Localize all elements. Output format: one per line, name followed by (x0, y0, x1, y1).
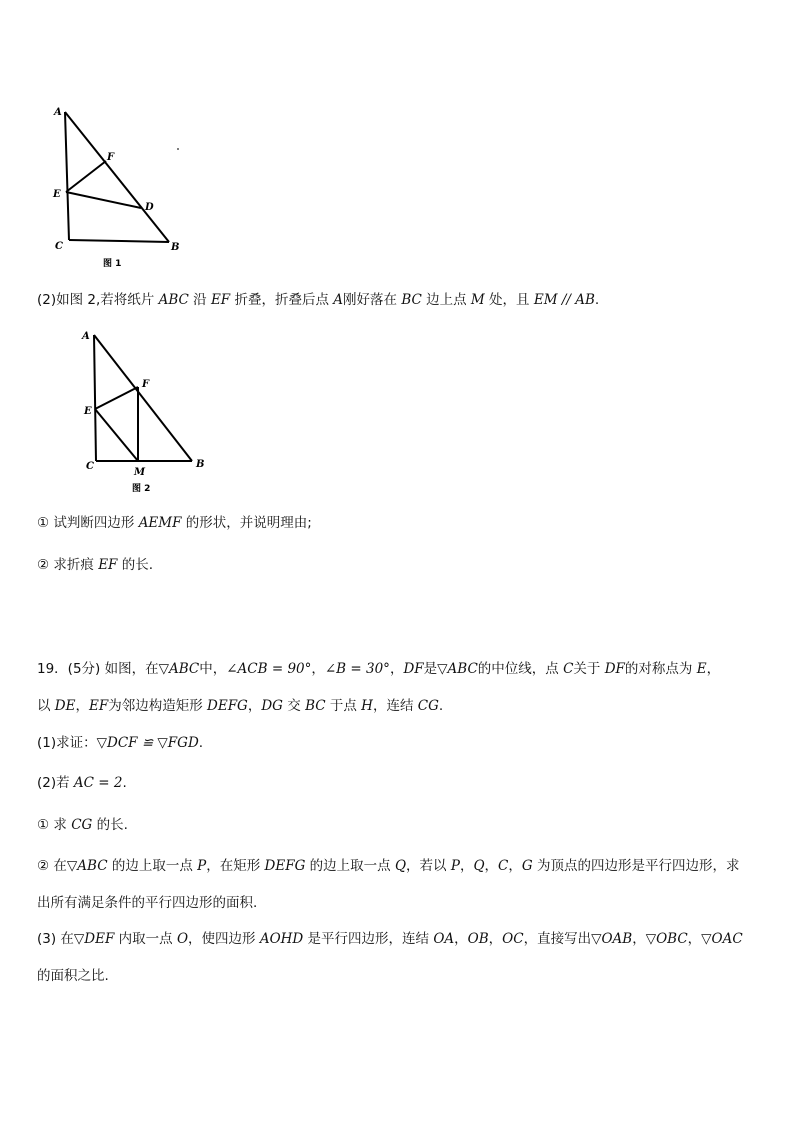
math-expression: AOHD (259, 931, 304, 947)
math-expression: ▽OBC (645, 931, 688, 947)
text-segment: 折叠，折叠后点 (230, 292, 334, 308)
fig1-label-c: C (55, 241, 63, 252)
text-segment: 的长. (92, 817, 128, 833)
fig1-label-d: D (145, 202, 154, 213)
q19-line7 (37, 893, 257, 913)
text-segment: ， (706, 661, 721, 677)
text-segment: . (198, 735, 204, 751)
math-expression: E (696, 661, 707, 677)
text-segment: (2)若 (37, 775, 74, 791)
text-segment: ，若以 (406, 858, 451, 874)
text-segment: ① 试判断四边形 (37, 515, 139, 531)
q19-line5 (37, 815, 128, 835)
math-expression: A (333, 292, 344, 308)
math-expression: O (176, 931, 189, 947)
text-segment: ， (488, 931, 503, 947)
math-expression: OB (467, 931, 489, 947)
fig1-label-b: B (171, 242, 180, 253)
text-segment: . (594, 292, 600, 308)
q19-line1 (37, 659, 720, 679)
text-segment: 中， (199, 661, 227, 677)
figure-2 (70, 325, 220, 497)
text-segment: 边上点 (421, 292, 471, 308)
text-segment: 是平行四边形，连结 (303, 931, 434, 947)
text-segment: ，使四边形 (188, 931, 260, 947)
text-segment: ，在矩形 (206, 858, 265, 874)
text-segment: 是 (423, 661, 438, 677)
q19-line4 (37, 773, 127, 793)
fig2-label-m: M (134, 467, 146, 478)
text-segment: ， (454, 931, 468, 947)
text-segment: 沿 (188, 292, 211, 308)
math-expression: Q (394, 858, 407, 874)
text-segment: ① 求 (37, 817, 72, 833)
math-expression: ▽DEF (73, 931, 115, 947)
math-expression: G (521, 858, 533, 874)
text-segment: 关于 (573, 661, 605, 677)
text-segment: ， (311, 661, 325, 677)
math-expression: OA (433, 931, 455, 947)
text-segment: 的形状，并说明理由; (181, 515, 312, 531)
math-expression: AC = 2 (73, 775, 123, 791)
text-segment: ， (389, 661, 404, 677)
q19-line6 (37, 856, 739, 876)
math-expression: ▽DCF ≌ ▽FGD (96, 735, 199, 751)
text-segment: ，连结 (372, 698, 418, 714)
text-segment: 为顶点的四边形是平行四边形，求 (532, 858, 740, 874)
text-segment: (2)如图 2,若将纸片 (37, 292, 159, 308)
text-segment: 为邻边构造矩形 (108, 698, 208, 714)
text-segment: (3) 在 (37, 931, 74, 947)
math-expression: EM // AB (533, 292, 595, 308)
math-expression: ABC (158, 292, 189, 308)
math-expression: OC (502, 931, 524, 947)
text-segment: 的边上取一点 (305, 858, 395, 874)
q18-part2 (37, 290, 599, 310)
math-expression: ∠B = 30° (324, 661, 390, 677)
math-expression: CG (417, 698, 439, 714)
text-segment: . (438, 698, 444, 714)
fig2-caption: 图 2 (132, 484, 151, 494)
text-segment: 的边上取一点 (107, 858, 198, 874)
q18-sub2 (37, 555, 153, 575)
math-expression: ▽OAB (591, 931, 633, 947)
math-expression: DF (403, 661, 424, 677)
text-segment: ， (75, 698, 89, 714)
text-segment: 刚好落在 (343, 292, 402, 308)
text-segment: 以 (37, 698, 55, 714)
math-expression: C (563, 661, 574, 677)
math-expression: ∠ACB = 90° (226, 661, 312, 677)
text-segment: ② 在 (37, 858, 67, 874)
text-segment: ，直接写出 (523, 931, 592, 947)
text-segment: 的中位线，点 (477, 661, 564, 677)
q19-line9 (37, 966, 109, 986)
text-segment: . (122, 775, 127, 791)
fig2-label-e: E (84, 406, 92, 417)
math-expression: P (197, 858, 207, 874)
fig1-label-a: A (54, 107, 62, 118)
math-expression: DG (261, 698, 283, 714)
math-expression: AEMF (138, 515, 182, 531)
math-expression: EF (98, 557, 118, 573)
math-expression: Q (473, 858, 485, 874)
math-expression: EF (210, 292, 231, 308)
math-expression: ▽OAC (701, 931, 743, 947)
math-expression: P (450, 858, 460, 874)
text-segment: ， (459, 858, 474, 874)
math-expression: BC (305, 698, 326, 714)
q19-line2 (37, 696, 443, 716)
math-expression: DEFG (264, 858, 306, 874)
text-segment: 的对称点为 (624, 661, 697, 677)
text-segment: ， (508, 858, 522, 874)
q19-line8 (37, 929, 743, 949)
text-segment: 内取一点 (114, 931, 177, 947)
math-expression: ▽ABC (66, 858, 108, 874)
q18-sub1 (37, 513, 312, 533)
math-expression: DF (604, 661, 625, 677)
text-segment: ， (247, 698, 262, 714)
math-expression: CG (71, 817, 93, 833)
text-segment: ， (687, 931, 702, 947)
fig2-label-c: C (86, 461, 94, 472)
fig2-label-b: B (196, 459, 205, 470)
fig1-label-e: E (53, 189, 61, 200)
text-segment: 的长. (117, 557, 154, 573)
text-segment: ， (632, 931, 646, 947)
text-segment: 出所有满足条件的平行四边形的面积. (37, 895, 258, 911)
math-expression: ▽ABC (437, 661, 478, 677)
fig2-label-f: F (142, 379, 150, 390)
math-expression: BC (401, 292, 422, 308)
q19-line3 (37, 733, 203, 753)
math-expression: H (361, 698, 373, 714)
text-segment: (1)求证： (37, 735, 97, 751)
math-expression: ▽ABC (158, 661, 200, 677)
text-segment: 19．(5分) 如图，在 (37, 661, 159, 677)
text-segment: 于点 (325, 698, 362, 714)
fig1-label-f: F (107, 152, 115, 163)
math-expression: M (470, 292, 485, 308)
text-segment: 的面积之比. (37, 968, 109, 984)
math-expression: C (498, 858, 509, 874)
math-expression: DEFG (207, 698, 248, 714)
text-segment: ， (484, 858, 499, 874)
math-expression: EF (88, 698, 109, 714)
stray-dot (177, 148, 179, 150)
text-segment: 交 (282, 698, 306, 714)
text-segment: 处，且 (484, 292, 534, 308)
fig1-caption: 图 1 (103, 259, 122, 269)
fig2-label-a: A (82, 331, 90, 342)
math-expression: DE (54, 698, 76, 714)
figure-1 (45, 100, 195, 272)
text-segment: ② 求折痕 (37, 557, 99, 573)
